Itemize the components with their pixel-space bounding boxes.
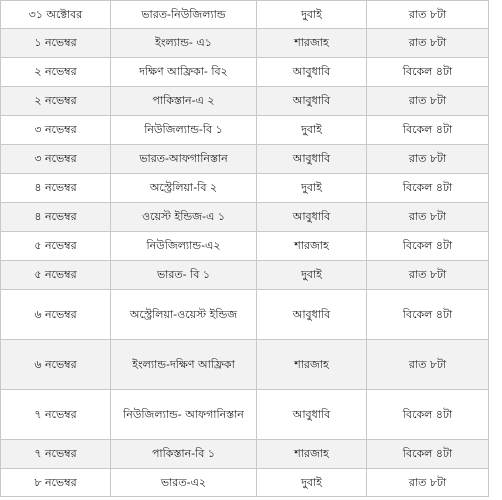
table-row	[1, 261, 489, 290]
date-cell: ৬ নভেম্বর	[1, 340, 111, 390]
match-cell: ইংল্যান্ড-দক্ষিণ আফ্রিকা	[111, 340, 257, 390]
date-cell: ৭ নভেম্বর	[1, 440, 111, 469]
table-row	[1, 390, 489, 440]
venue-cell: দুবাই	[257, 174, 367, 203]
match-cell: ভারত-এ২	[111, 469, 257, 497]
date-cell: ৩ নভেম্বর	[1, 116, 111, 145]
time-cell: রাত ৮টা	[367, 1, 489, 29]
match-cell: নিউজিল্যান্ড-এ২	[111, 232, 257, 261]
venue-cell: শারজাহ	[257, 340, 367, 390]
table-row	[1, 440, 489, 469]
table-row	[1, 203, 489, 232]
venue-cell: আবুধাবি	[257, 203, 367, 232]
table-row	[1, 290, 489, 340]
table-row	[1, 1, 489, 29]
venue-cell: শারজাহ	[257, 232, 367, 261]
schedule-table-body	[1, 1, 489, 497]
venue-cell: দুবাই	[257, 116, 367, 145]
date-cell: ২ নভেম্বর	[1, 58, 111, 87]
venue-cell: শারজাহ	[257, 29, 367, 58]
venue-cell: আবুধাবি	[257, 58, 367, 87]
venue-cell: আবুধাবি	[257, 87, 367, 116]
date-cell: ২ নভেম্বর	[1, 87, 111, 116]
table-row	[1, 232, 489, 261]
match-cell: পাকিস্তান-বি ১	[111, 440, 257, 469]
time-cell: বিকেল ৪টা	[367, 232, 489, 261]
time-cell: রাত ৮টা	[367, 340, 489, 390]
time-cell: রাত ৮টা	[367, 145, 489, 174]
venue-cell: শারজাহ	[257, 440, 367, 469]
time-cell: বিকেল ৪টা	[367, 440, 489, 469]
match-cell: অস্ট্রেলিয়া-ওয়েস্ট ইন্ডিজ	[111, 290, 257, 340]
date-cell: ৫ নভেম্বর	[1, 232, 111, 261]
table-row	[1, 87, 489, 116]
venue-cell: দুবাই	[257, 469, 367, 497]
time-cell: রাত ৮টা	[367, 87, 489, 116]
time-cell: রাত ৮টা	[367, 29, 489, 58]
match-cell: অস্ট্রেলিয়া-বি ২	[111, 174, 257, 203]
time-cell: বিকেল ৪টা	[367, 174, 489, 203]
match-cell: দক্ষিণ আফ্রিকা- বি২	[111, 58, 257, 87]
time-cell: বিকেল ৪টা	[367, 290, 489, 340]
time-cell: বিকেল ৪টা	[367, 390, 489, 440]
date-cell: ৪ নভেম্বর	[1, 203, 111, 232]
date-cell: ৬ নভেম্বর	[1, 290, 111, 340]
venue-cell: আবুধাবি	[257, 390, 367, 440]
date-cell: ৫ নভেম্বর	[1, 261, 111, 290]
date-cell: ৭ নভেম্বর	[1, 390, 111, 440]
match-cell: নিউজিল্যান্ড-বি ১	[111, 116, 257, 145]
match-cell: ভারত- বি ১	[111, 261, 257, 290]
time-cell: রাত ৮টা	[367, 203, 489, 232]
date-cell: ৩১ অক্টোবর	[1, 1, 111, 29]
table-row	[1, 116, 489, 145]
time-cell: বিকেল ৪টা	[367, 58, 489, 87]
venue-cell: দুবাই	[257, 1, 367, 29]
match-cell: ভারত-নিউজিল্যান্ড	[111, 1, 257, 29]
date-cell: ৪ নভেম্বর	[1, 174, 111, 203]
date-cell: ৮ নভেম্বর	[1, 469, 111, 497]
match-cell: নিউজিল্যান্ড- আফগানিস্তান	[111, 390, 257, 440]
date-cell: ১ নভেম্বর	[1, 29, 111, 58]
table-row	[1, 174, 489, 203]
venue-cell: আবুধাবি	[257, 290, 367, 340]
table-row	[1, 145, 489, 174]
table-row	[1, 340, 489, 390]
time-cell: রাত ৮টা	[367, 469, 489, 497]
table-row	[1, 469, 489, 497]
date-cell: ৩ নভেম্বর	[1, 145, 111, 174]
venue-cell: আবুধাবি	[257, 145, 367, 174]
table-row	[1, 29, 489, 58]
match-cell: পাকিস্তান-এ ২	[111, 87, 257, 116]
venue-cell: দুবাই	[257, 261, 367, 290]
table-row	[1, 58, 489, 87]
time-cell: রাত ৮টা	[367, 261, 489, 290]
match-cell: ইংল্যান্ড- এ১	[111, 29, 257, 58]
time-cell: বিকেল ৪টা	[367, 116, 489, 145]
match-cell: ওয়েস্ট ইন্ডিজ-এ ১	[111, 203, 257, 232]
match-cell: ভারত-আফগানিস্তান	[111, 145, 257, 174]
